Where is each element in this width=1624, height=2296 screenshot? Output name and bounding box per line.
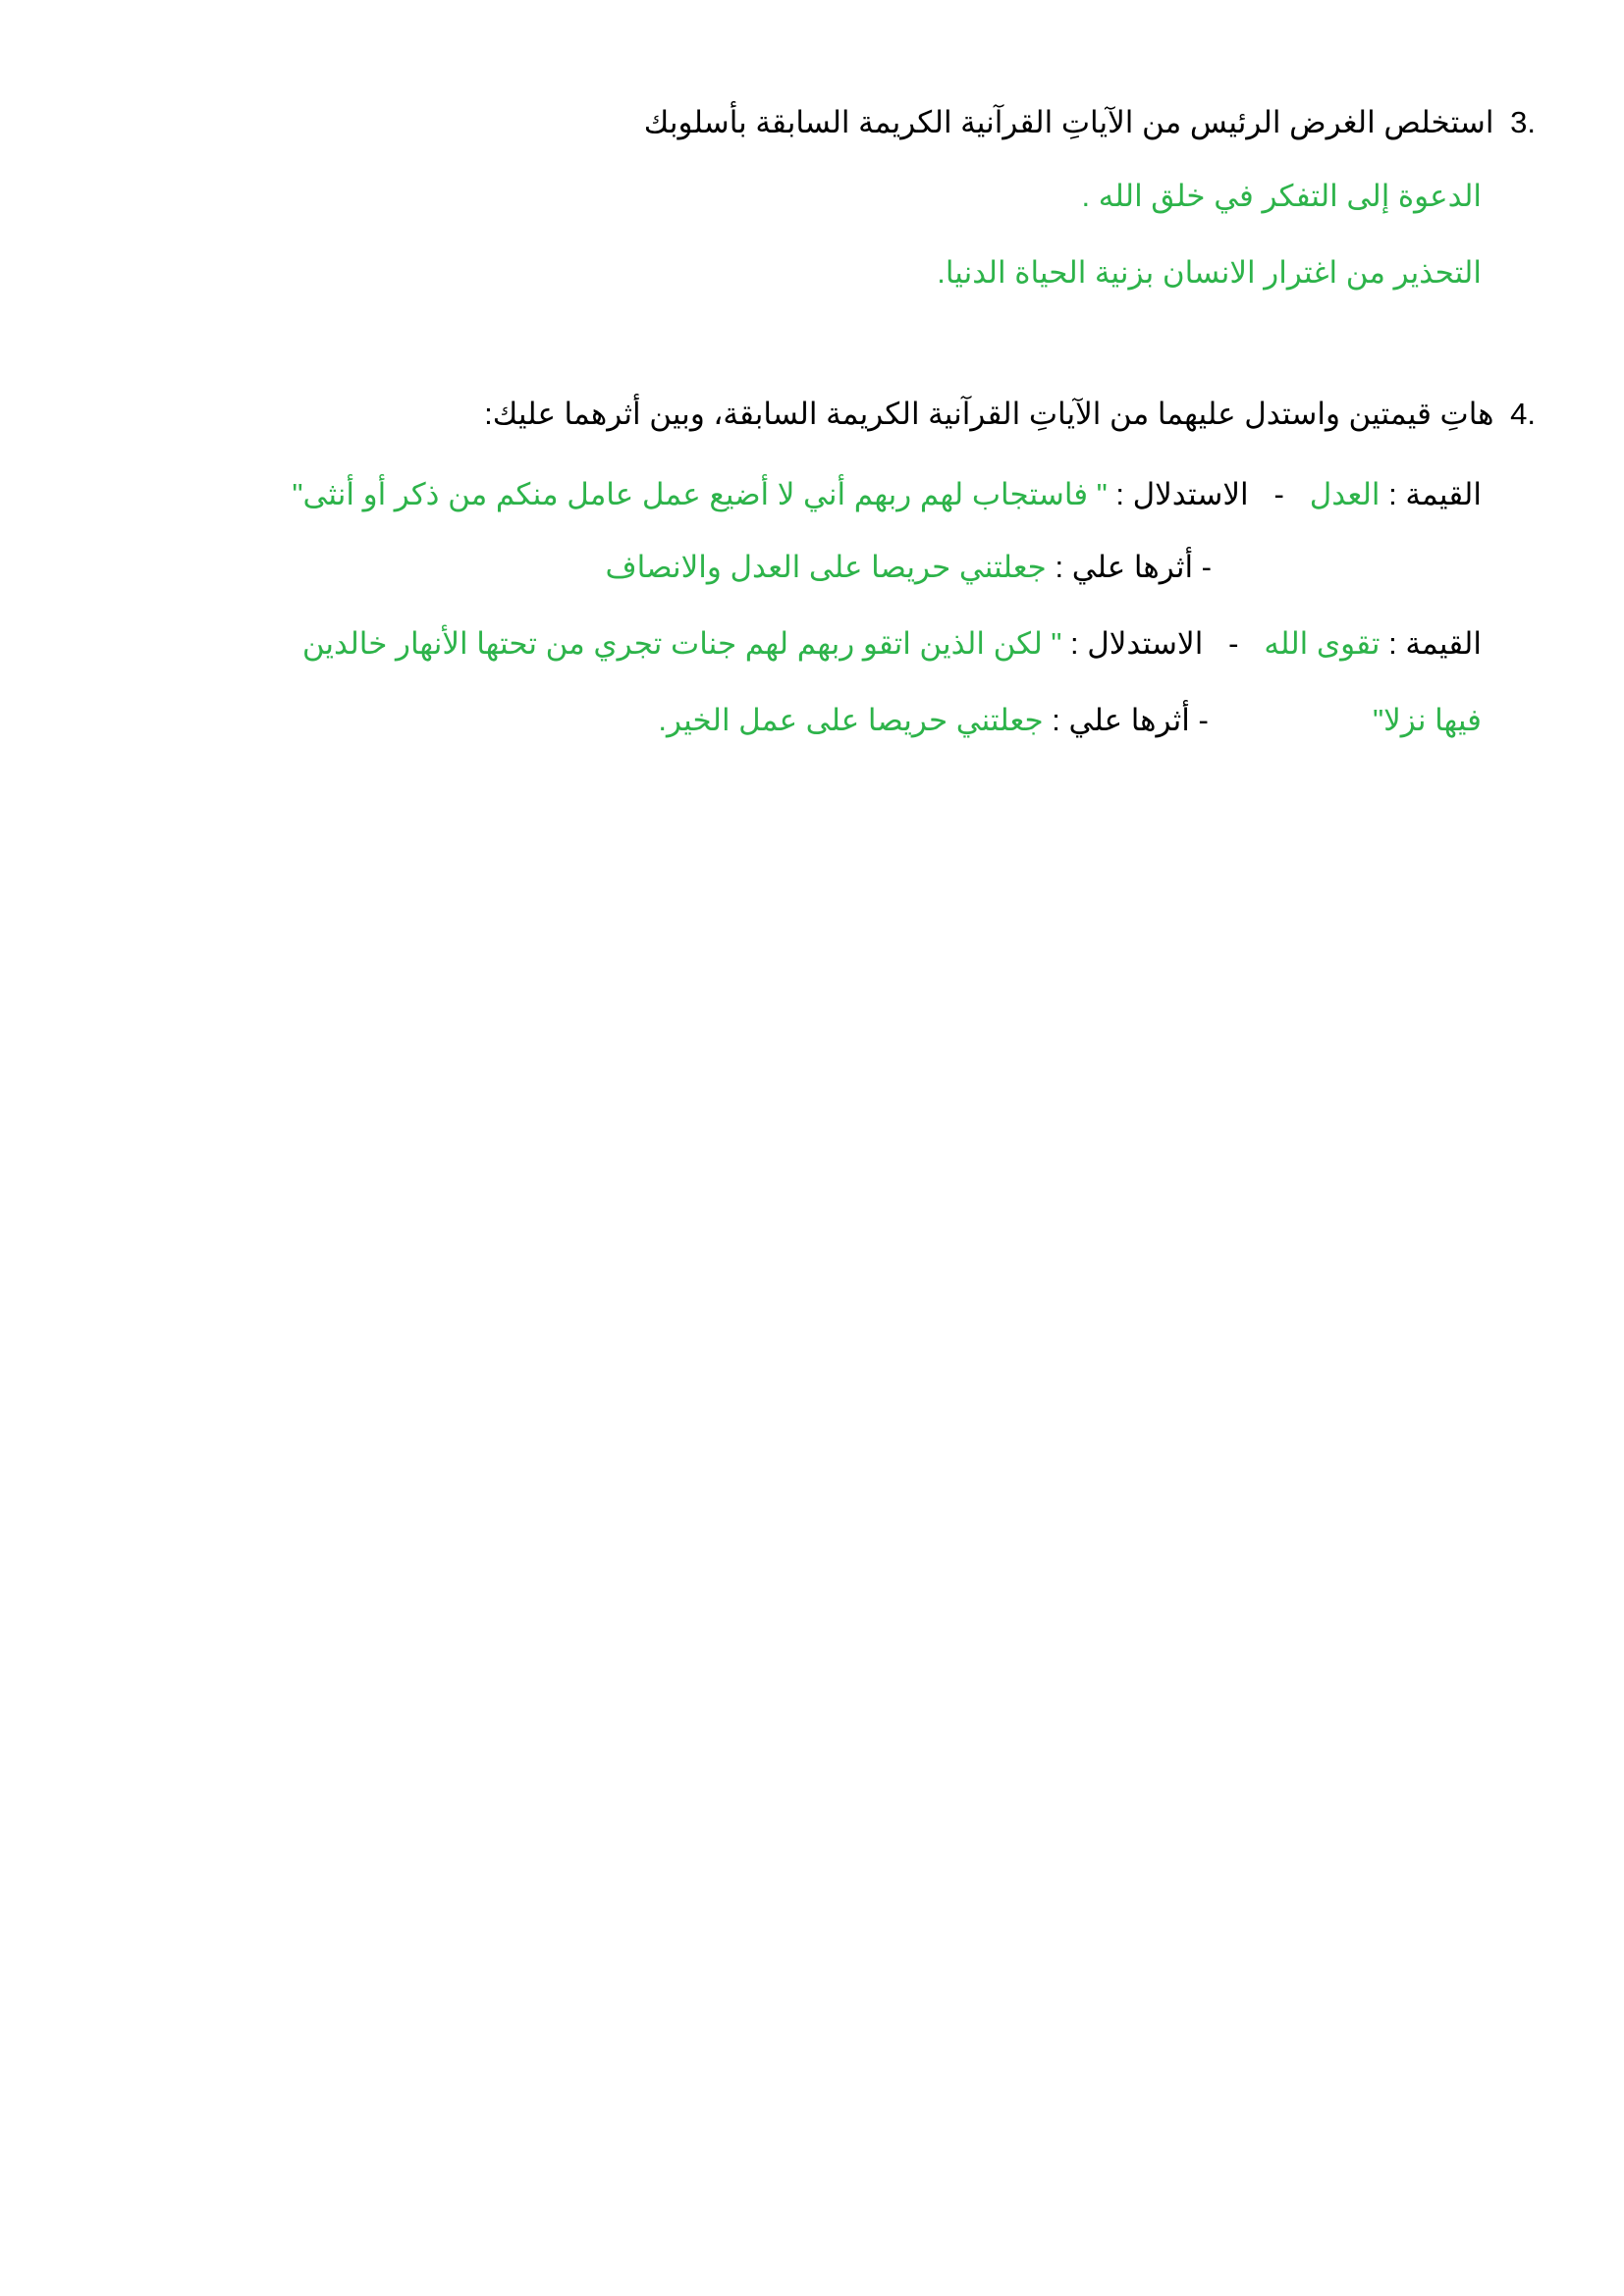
value-text: العدل: [1309, 477, 1380, 511]
question-text: هاتِ قيمتين واستدل عليهما من الآياتِ القرآنية الكريمة السابقة، وبين أثرهما عليك:: [484, 397, 1494, 431]
evidence-text: " فاستجاب لهم ربهم أني لا أضيع عمل عامل منكم من ذكر أو أنثى": [292, 477, 1108, 511]
answer-line: التحذير من اغترار الانسان بزنية الحياة الدنيا.: [937, 255, 1482, 290]
question-3: [118, 101, 1536, 144]
question-number: 4.: [1510, 397, 1536, 431]
evidence-label: الاستدلال :: [1115, 477, 1249, 511]
value-row-2: [118, 622, 1482, 666]
question-4: [118, 393, 1536, 436]
separator-dash: -: [1228, 626, 1239, 661]
effect-row-1: [118, 546, 1212, 589]
effect-row-2: [118, 699, 1482, 742]
answer-line: الدعوة إلى التفكر في خلق الله .: [1081, 179, 1482, 213]
effect-text: جعلتني حريصا على العدل والانصاف: [605, 550, 1047, 584]
evidence-text: " لكن الذين اتقو ربهم لهم جنات تجري من تحتها الأنهار خالدين: [301, 626, 1062, 661]
evidence-continuation: فيها نزلا": [1373, 703, 1482, 737]
value-label: القيمة :: [1388, 626, 1482, 661]
separator-dash: -: [1273, 477, 1284, 511]
evidence-label: الاستدلال :: [1070, 626, 1204, 661]
effect-label: - أثرها علي :: [1052, 703, 1209, 737]
value-text: تقوى الله: [1264, 626, 1380, 661]
question-text: استخلص الغرض الرئيس من الآياتِ القرآنية الكريمة السابقة بأسلوبك: [643, 105, 1494, 139]
value-row-1: [118, 473, 1482, 516]
effect-label: - أثرها علي :: [1055, 550, 1212, 584]
effect-text: جعلتني حريصا على عمل الخير.: [658, 703, 1044, 737]
question-number: 3.: [1510, 105, 1536, 139]
value-label: القيمة :: [1388, 477, 1482, 511]
